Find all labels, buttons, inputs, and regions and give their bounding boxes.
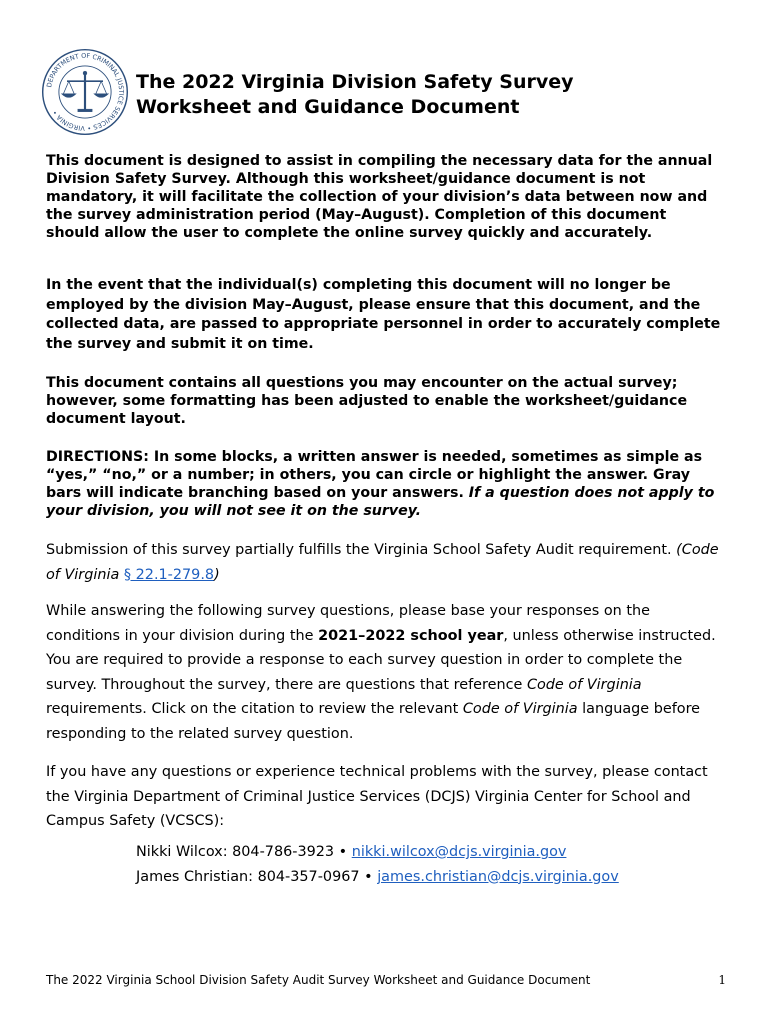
intro-paragraph-3: This document contains all questions you may encounter on the actual survey; however, some formatting has been adjusted to enable the worksheet/guidance document layout.	[46, 375, 688, 427]
footer-text: The 2022 Virginia School Division Safety Audit Survey Worksheet and Guidance Document	[46, 973, 591, 987]
citation-suffix: )	[214, 566, 220, 583]
submission-paragraph	[46, 538, 726, 587]
dcjs-seal-icon	[40, 47, 130, 137]
email-link-nikki-wilcox[interactable]: nikki.wilcox@dcjs.virginia.gov	[351, 844, 567, 860]
directions-label: DIRECTIONS:	[46, 449, 149, 465]
answering-paragraph	[46, 599, 726, 746]
intro-paragraph-2: In the event that the individual(s) completing this document will no longer be employed by the division May–August, please ensure that this document, and the collected data, are passed to appropriate personnel in order to accurately complete the survey and submit it on time.	[46, 277, 721, 352]
directions-note: If a question does not apply to your division, you will not see it on the survey.	[46, 485, 715, 519]
bullet-separator: •	[359, 868, 378, 885]
answering-text-4: language before responding to the related survey question.	[46, 701, 701, 742]
contact-intro-paragraph: If you have any questions or experience technical problems with the survey, please contact the Virginia Department of Criminal Justice Services (DCJS) Virginia Center for School and Campus Safety (VCSCS):	[46, 764, 708, 829]
email-link-james-christian[interactable]: james.christian@dcjs.virginia.gov	[377, 868, 619, 885]
directions-paragraph	[46, 448, 722, 520]
answering-text-1: While answering the following survey questions, please base your responses on the conditions in your division during the	[46, 603, 650, 644]
contact-james-christian	[136, 865, 619, 890]
seal-text: DEPARTMENT OF CRIMINAL JUSTICE SERVICES • VIRGINIA •	[45, 51, 126, 133]
document-title	[136, 70, 736, 120]
bullet-separator: •	[334, 844, 352, 860]
answering-text-2: , unless otherwise instructed. You are required to provide a response to each survey question in order to complete the survey. Throughout the survey, there are questions that reference	[46, 627, 716, 693]
contact-name-phone: Nikki Wilcox: 804-786-3923	[136, 844, 335, 860]
submission-text: Submission of this survey partially fulfills the Virginia School Safety Audit requirement.	[46, 542, 677, 558]
intro-paragraph-1: This document is designed to assist in compiling the necessary data for the annual Division Safety Survey. Although this worksheet/guidance document is not mandatory, it will facilitate the collection of your division’s data between now and the survey administration period (May–August). Completion of this document should allow the user to complete the online survey quickly and accurately.	[46, 153, 713, 241]
contact-nikki-wilcox	[136, 840, 619, 865]
contact-list	[136, 840, 619, 889]
code-of-virginia-ref-2: Code of Virginia	[462, 701, 578, 717]
contact-name-phone: James Christian: 804-357-0967	[136, 868, 360, 885]
page-number: 1	[718, 973, 726, 987]
code-of-virginia-ref-1: Code of Virginia	[526, 676, 642, 693]
title-line-2: Worksheet and Guidance Document	[136, 96, 520, 118]
directions-text: In some blocks, a written answer is needed, sometimes as simple as “yes,” “no,” or a number; in others, you can circle or highlight the answer. Gray bars will indicate branching based on your answers.	[46, 449, 703, 501]
code-citation-link[interactable]: § 22.1-279.8	[123, 566, 215, 583]
school-year: 2021–2022 school year	[318, 627, 504, 644]
citation-prefix: (Code of Virginia	[46, 542, 719, 583]
title-line-1: The 2022 Virginia Division Safety Survey	[136, 71, 574, 93]
answering-text-3: requirements. Click on the citation to review the relevant	[46, 701, 463, 717]
